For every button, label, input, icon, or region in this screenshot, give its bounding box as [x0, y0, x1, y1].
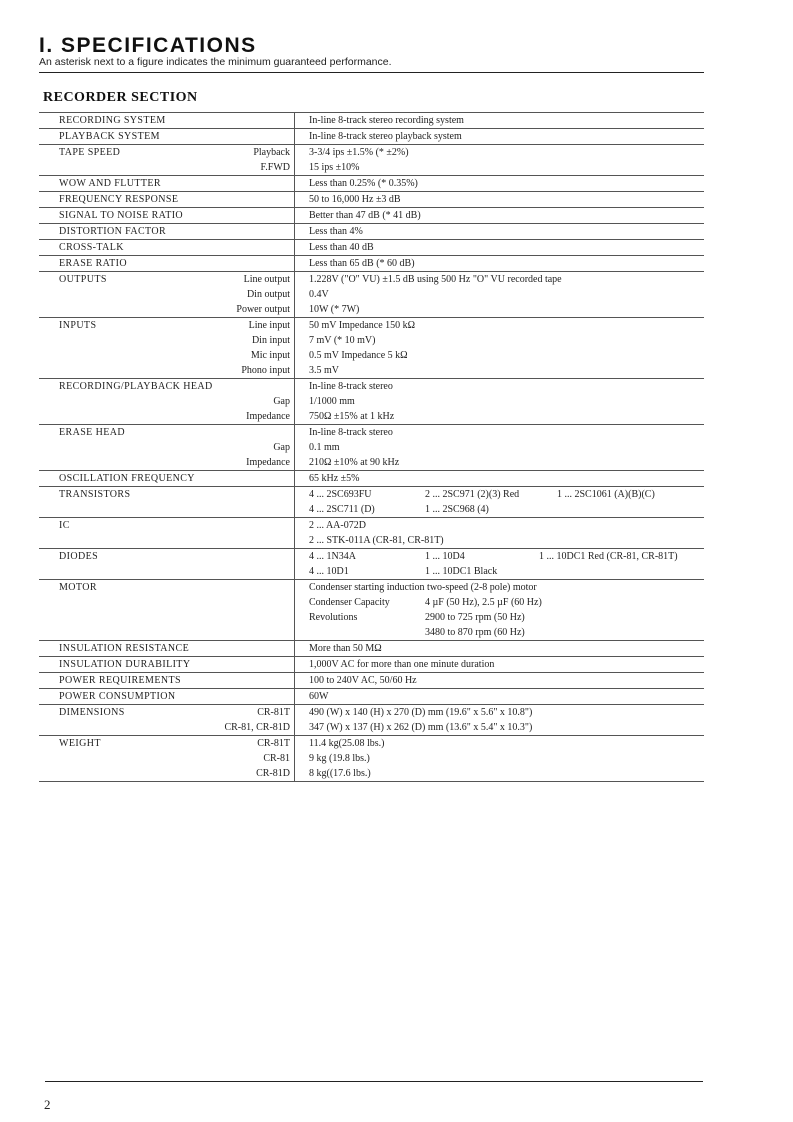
spec-row	[39, 673, 704, 689]
spec-sublabel: Din input	[251, 335, 290, 346]
spec-value: 1,000V AC for more than one minute duration	[309, 659, 495, 670]
spec-value: Less than 0.25% (* 0.35%)	[309, 178, 418, 189]
spec-row	[39, 256, 704, 272]
spec-label: INPUTS	[59, 320, 97, 331]
spec-value-cell	[295, 224, 704, 239]
spec-label: WOW AND FLUTTER	[59, 178, 161, 189]
spec-label-cell	[39, 736, 295, 781]
spec-label	[59, 720, 224, 735]
spec-value-cell	[295, 657, 704, 672]
spec-value-cell	[295, 272, 704, 317]
spec-label: MOTOR	[59, 582, 97, 593]
spec-label: CROSS-TALK	[59, 242, 124, 253]
spec-label	[59, 363, 241, 378]
spec-label	[59, 287, 247, 302]
spec-value-cell	[295, 487, 704, 517]
spec-label: ERASE RATIO	[59, 258, 128, 269]
spec-value: 65 kHz ±5%	[309, 473, 360, 484]
spec-label: WEIGHT	[59, 738, 101, 749]
footer-rule	[45, 1081, 703, 1082]
spec-sublabel: Line output	[243, 274, 290, 285]
spec-row	[39, 192, 704, 208]
spec-label: IC	[59, 520, 70, 531]
spec-value: 8 kg((17.6 lbs.)	[309, 768, 371, 779]
spec-value: 4 µF (50 Hz), 2.5 µF (60 Hz)	[425, 597, 542, 608]
spec-value: 11.4 kg(25.08 lbs.)	[309, 738, 385, 749]
spec-value: Condenser Capacity	[309, 597, 390, 608]
spec-label-cell	[39, 113, 295, 128]
spec-row	[39, 705, 704, 736]
spec-label: TAPE SPEED	[59, 147, 121, 158]
spec-value-cell	[295, 240, 704, 255]
spec-value: Condenser starting induction two-speed (2-8 pole) motor	[309, 582, 537, 593]
spec-label	[59, 440, 273, 455]
spec-value: 4 ... 1N34A	[309, 551, 356, 562]
spec-value: 3.5 mV	[309, 365, 339, 376]
spec-row	[39, 379, 704, 425]
spec-label-cell	[39, 641, 295, 656]
spec-label: FREQUENCY RESPONSE	[59, 194, 179, 205]
spec-sublabel: Line input	[248, 320, 290, 331]
spec-sublabel: Gap	[273, 396, 290, 407]
spec-sublabel: Mic input	[250, 350, 290, 361]
spec-value: 1 ... 10D4	[425, 551, 465, 562]
spec-value: 1 ... 10DC1 Black	[425, 566, 498, 577]
spec-label-cell	[39, 145, 295, 175]
spec-label: POWER REQUIREMENTS	[59, 675, 181, 686]
spec-sublabel: Power output	[236, 304, 290, 315]
spec-value: 1 ... 2SC1061 (A)(B)(C)	[557, 489, 655, 500]
spec-value: 50 to 16,000 Hz ±3 dB	[309, 194, 401, 205]
spec-value: 9 kg (19.8 lbs.)	[309, 753, 370, 764]
spec-value: Revolutions	[309, 612, 358, 623]
spec-value: 1/1000 mm	[309, 396, 355, 407]
spec-value-cell	[295, 318, 704, 378]
page-title: I. SPECIFICATIONS	[39, 34, 257, 57]
spec-sublabel: CR-81	[263, 753, 290, 764]
spec-label: OUTPUTS	[59, 274, 107, 285]
spec-value-cell	[295, 673, 704, 688]
spec-label-cell	[39, 471, 295, 486]
spec-label	[59, 160, 261, 175]
spec-row	[39, 487, 704, 518]
spec-label	[59, 348, 251, 363]
spec-label	[59, 595, 290, 610]
spec-row	[39, 549, 704, 580]
spec-value: 7 mV (* 10 mV)	[309, 335, 376, 346]
spec-value: 2 ... 2SC971 (2)(3) Red	[425, 489, 520, 500]
spec-row	[39, 471, 704, 487]
spec-value-cell	[295, 641, 704, 656]
spec-row	[39, 112, 704, 129]
spec-sublabel: Impedance	[246, 411, 290, 422]
spec-value: 2 ... STK-011A (CR-81, CR-81T)	[309, 535, 444, 546]
spec-sublabel: F.FWD	[260, 162, 290, 173]
spec-label-cell	[39, 192, 295, 207]
spec-table	[39, 112, 704, 782]
spec-value-cell	[295, 705, 704, 735]
spec-label: OSCILLATION FREQUENCY	[59, 473, 195, 484]
spec-label	[59, 502, 290, 517]
spec-value: Less than 4%	[309, 226, 363, 237]
spec-label: DISTORTION FACTOR	[59, 226, 167, 237]
spec-label: DIMENSIONS	[59, 707, 125, 718]
spec-sublabel: Playback	[253, 147, 290, 158]
spec-value	[309, 625, 425, 640]
spec-value: 4 ... 2SC711 (D)	[309, 504, 375, 515]
spec-label: DIODES	[59, 551, 99, 562]
spec-value: In-line 8-track stereo playback system	[309, 131, 462, 142]
spec-value: 4 ... 2SC693FU	[309, 489, 372, 500]
spec-label: ERASE HEAD	[59, 427, 125, 438]
spec-label: INSULATION RESISTANCE	[59, 643, 190, 654]
spec-label-cell	[39, 425, 295, 470]
spec-value-cell	[295, 471, 704, 486]
spec-value-cell	[295, 129, 704, 144]
spec-label	[59, 751, 263, 766]
spec-row	[39, 518, 704, 549]
spec-row	[39, 318, 704, 379]
spec-label-cell	[39, 487, 295, 517]
header-rule	[39, 72, 704, 73]
spec-value: 210Ω ±10% at 90 kHz	[309, 457, 400, 468]
spec-value: 1 ... 10DC1 Red (CR-81, CR-81T)	[539, 551, 678, 562]
spec-row	[39, 224, 704, 240]
spec-value-cell	[295, 176, 704, 191]
spec-row	[39, 425, 704, 471]
spec-row	[39, 145, 704, 176]
spec-value: Better than 47 dB (* 41 dB)	[309, 210, 421, 221]
spec-label	[59, 766, 256, 781]
spec-label-cell	[39, 657, 295, 672]
spec-label	[59, 394, 273, 409]
spec-value: 0.4V	[309, 289, 329, 300]
spec-label: TRANSISTORS	[59, 489, 131, 500]
spec-row	[39, 129, 704, 145]
section-title: RECORDER SECTION	[43, 90, 198, 105]
spec-row	[39, 240, 704, 256]
spec-row	[39, 689, 704, 705]
spec-value: 60W	[309, 691, 329, 702]
spec-value: 750Ω ±15% at 1 kHz	[309, 411, 395, 422]
spec-value: 3480 to 870 rpm (60 Hz)	[425, 627, 525, 638]
spec-value: 3-3/4 ips ±1.5% (* ±2%)	[309, 147, 409, 158]
spec-label-cell	[39, 256, 295, 271]
spec-label-cell	[39, 129, 295, 144]
spec-value: 0.1 mm	[309, 442, 340, 453]
spec-value: 490 (W) x 140 (H) x 270 (D) mm (19.6" x 5.6" x 10.8")	[309, 707, 533, 718]
spec-label-cell	[39, 240, 295, 255]
spec-row	[39, 272, 704, 318]
spec-value: In-line 8-track stereo	[309, 381, 393, 392]
spec-row	[39, 580, 704, 641]
spec-label-cell	[39, 673, 295, 688]
spec-label: PLAYBACK SYSTEM	[59, 131, 160, 142]
spec-row	[39, 657, 704, 673]
spec-label-cell	[39, 379, 295, 424]
spec-row	[39, 736, 704, 782]
spec-label	[59, 564, 290, 579]
spec-value: 2 ... AA-072D	[309, 520, 366, 531]
spec-label: POWER CONSUMPTION	[59, 691, 176, 702]
spec-label-cell	[39, 689, 295, 704]
spec-value-cell	[295, 580, 704, 640]
spec-label-cell	[39, 705, 295, 735]
spec-value: In-line 8-track stereo recording system	[309, 115, 464, 126]
spec-value-cell	[295, 113, 704, 128]
spec-value: 1.228V ("O" VU) ±1.5 dB using 500 Hz "O" VU recorded tape	[309, 274, 562, 285]
spec-value: More than 50 MΩ	[309, 643, 382, 654]
spec-value: 50 mV Impedance 150 kΩ	[309, 320, 416, 331]
spec-label: INSULATION DURABILITY	[59, 659, 191, 670]
spec-label-cell	[39, 272, 295, 317]
spec-label	[59, 533, 290, 548]
spec-value-cell	[295, 208, 704, 223]
spec-value: 4 ... 10D1	[309, 566, 349, 577]
spec-value: 100 to 240V AC, 50/60 Hz	[309, 675, 417, 686]
spec-label	[59, 302, 236, 317]
spec-value-cell	[295, 256, 704, 271]
spec-value-cell	[295, 192, 704, 207]
spec-sublabel: CR-81T	[257, 738, 290, 749]
spec-row	[39, 208, 704, 224]
spec-value: 1 ... 2SC968 (4)	[425, 504, 489, 515]
spec-row	[39, 176, 704, 192]
spec-value-cell	[295, 425, 704, 470]
spec-label	[59, 610, 290, 625]
spec-label: RECORDING/PLAYBACK HEAD	[59, 381, 213, 392]
spec-value: 10W (* 7W)	[309, 304, 360, 315]
spec-label	[59, 625, 290, 640]
spec-label-cell	[39, 318, 295, 378]
spec-label	[59, 333, 252, 348]
spec-sublabel: CR-81, CR-81D	[224, 722, 290, 733]
spec-label: SIGNAL TO NOISE RATIO	[59, 210, 184, 221]
spec-value-cell	[295, 379, 704, 424]
spec-sublabel: CR-81D	[256, 768, 290, 779]
spec-value: 2900 to 725 rpm (50 Hz)	[425, 612, 525, 623]
spec-value-cell	[295, 145, 704, 175]
spec-label-cell	[39, 549, 295, 579]
spec-label: RECORDING SYSTEM	[59, 115, 166, 126]
spec-label-cell	[39, 176, 295, 191]
spec-value: Less than 40 dB	[309, 242, 374, 253]
spec-value: 347 (W) x 137 (H) x 262 (D) mm (13.6" x 5.4" x 10.3")	[309, 722, 533, 733]
spec-label-cell	[39, 208, 295, 223]
spec-row	[39, 641, 704, 657]
spec-value: In-line 8-track stereo	[309, 427, 393, 438]
spec-sublabel: CR-81T	[257, 707, 290, 718]
spec-sublabel: Din output	[246, 289, 290, 300]
page-subtitle: An asterisk next to a figure indicates the minimum guaranteed performance.	[39, 56, 392, 68]
spec-value: 0.5 mV Impedance 5 kΩ	[309, 350, 408, 361]
page-number: 2	[44, 1097, 51, 1112]
spec-value-cell	[295, 549, 704, 579]
spec-value: 15 ips ±10%	[309, 162, 360, 173]
spec-label-cell	[39, 224, 295, 239]
spec-value: Less than 65 dB (* 60 dB)	[309, 258, 415, 269]
spec-label-cell	[39, 580, 295, 640]
spec-value-cell	[295, 736, 704, 781]
spec-label	[59, 409, 246, 424]
spec-sublabel: Phono input	[241, 365, 290, 376]
spec-label-cell	[39, 518, 295, 548]
spec-sublabel: Impedance	[246, 457, 290, 468]
spec-value-cell	[295, 518, 704, 548]
spec-label	[59, 455, 246, 470]
spec-sublabel: Gap	[273, 442, 290, 453]
spec-value-cell	[295, 689, 704, 704]
